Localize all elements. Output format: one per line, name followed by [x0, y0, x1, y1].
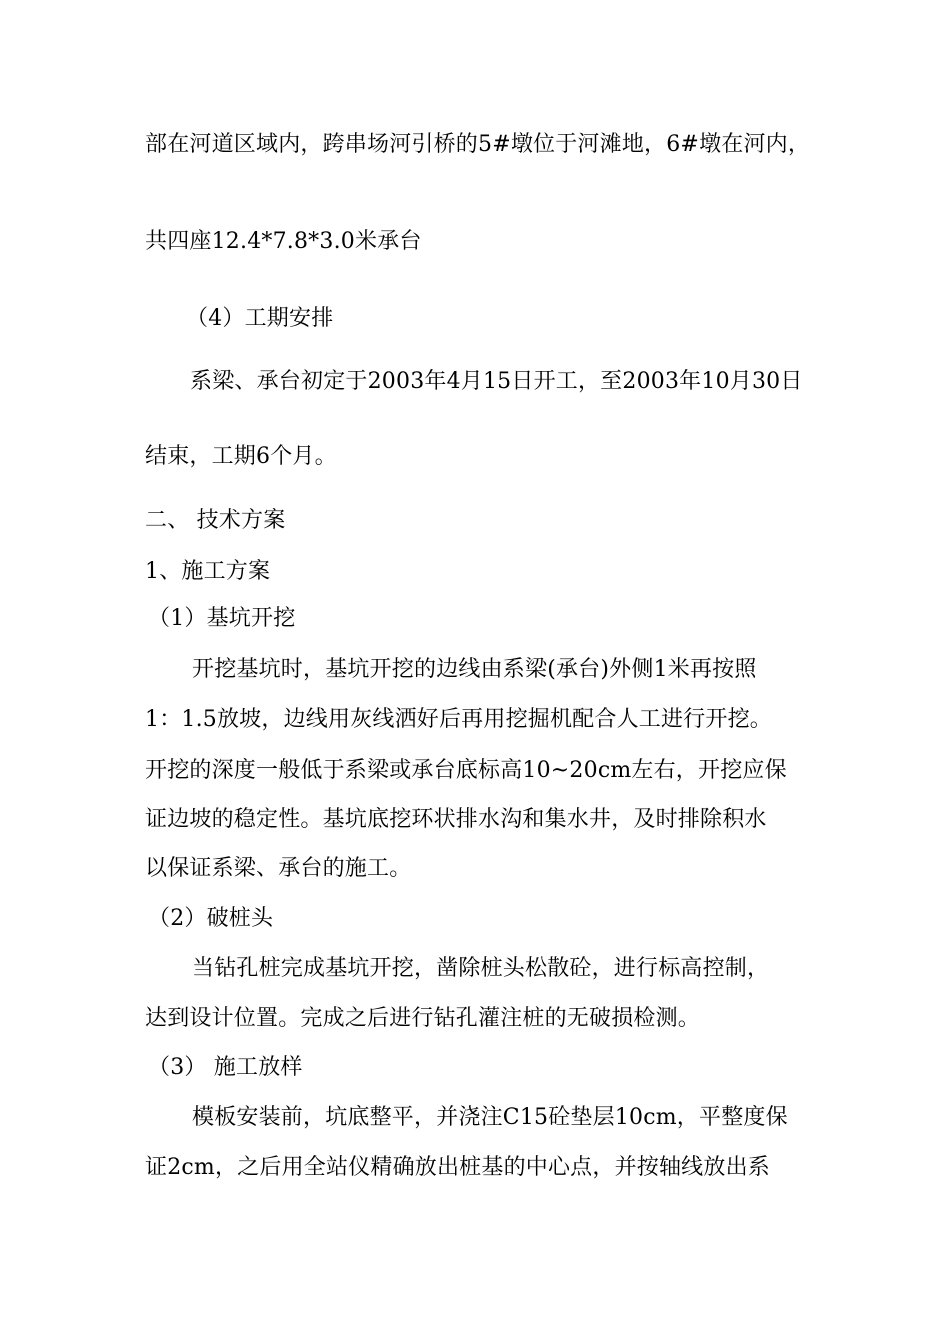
paragraph-line: 证边坡的稳定性。基坑底挖环状排水沟和集水井，及时排除积水 — [145, 807, 767, 832]
paragraph-line: 1：1.5放坡，边线用灰线洒好后再用挖掘机配合人工进行开挖。 — [145, 707, 772, 732]
paragraph-line: 开挖基坑时，基坑开挖的边线由系梁(承台)外侧1米再按照 — [192, 657, 757, 682]
subsection-heading: （2）破桩头 — [148, 906, 274, 931]
section-heading: 1、施工方案 — [145, 559, 271, 584]
paragraph-line: 以保证系梁、承台的施工。 — [145, 856, 412, 881]
subsection-heading: （1）基坑开挖 — [148, 606, 296, 631]
paragraph-line: 当钻孔桩完成基坑开挖，凿除桩头松散砼，进行标高控制， — [192, 956, 770, 981]
chapter-heading: 二、 技术方案 — [145, 508, 286, 533]
paragraph-line: 达到设计位置。完成之后进行钻孔灌注桩的无破损检测。 — [145, 1006, 701, 1031]
paragraph-line: 共四座12.4*7.8*3.0米承台 — [145, 229, 422, 254]
paragraph-line: 部在河道区域内，跨串场河引桥的5#墩位于河滩地，6#墩在河内， — [145, 132, 811, 157]
paragraph-line: 系梁、承台初定于2003年4月15日开工，至2003年10月30日 — [190, 369, 803, 394]
section-heading: （4）工期安排 — [186, 306, 334, 331]
subsection-heading: （3） 施工放样 — [148, 1055, 303, 1080]
paragraph-line: 开挖的深度一般低于系梁或承台底标高10~20cm左右，开挖应保 — [145, 758, 787, 783]
paragraph-line: 证2cm，之后用全站仪精确放出桩基的中心点，并按轴线放出系 — [145, 1155, 770, 1180]
paragraph-line: 模板安装前，坑底整平，并浇注C15砼垫层10cm，平整度保 — [192, 1105, 788, 1130]
paragraph-line: 结束，工期6个月。 — [145, 444, 337, 469]
